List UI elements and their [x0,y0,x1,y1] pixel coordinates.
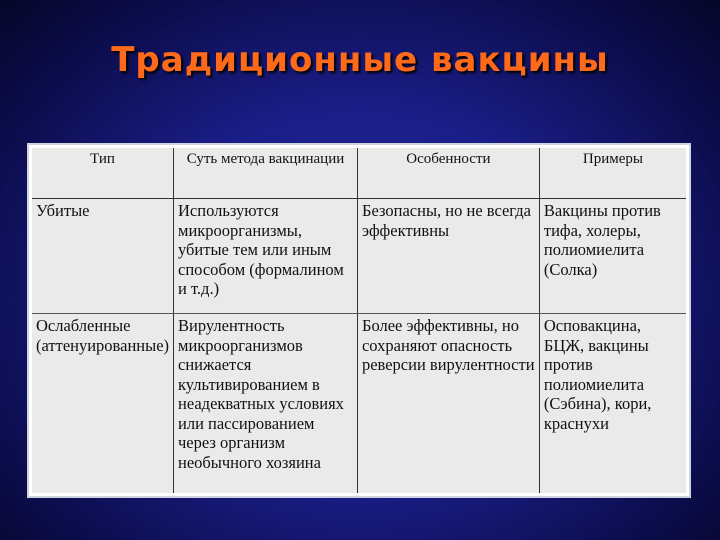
cell-method: Вирулентность микроорганизмов снижается культивированием в неадекватных условиях или пассированием через организм необычного хозяина [174,314,358,494]
cell-type: Убитые [32,199,174,314]
table-row [32,199,686,314]
vaccine-table [32,148,686,493]
slide-title: Традиционные вакцины [111,40,609,80]
header-type: Тип [32,148,174,199]
header-method: Суть метода вакцинации [174,148,358,199]
vaccine-table-frame [27,143,691,498]
cell-examples: Вакцины против тифа, холеры, полиомиелита (Солка) [539,199,686,314]
cell-features: Более эффективны, но сохраняют опасность реверсии вирулентности [357,314,539,494]
cell-features: Безопасны, но не всегда эффективны [357,199,539,314]
cell-method: Используются микроорганизмы, убитые тем или иным способом (формалином и т.д.) [174,199,358,314]
header-features: Особенности [357,148,539,199]
header-examples: Примеры [539,148,686,199]
table-header-row [32,148,686,199]
cell-type: Ослабленные (аттенуированные) [32,314,174,494]
cell-examples: Осповакцина, БЦЖ, вакцины против полиомиелита (Сэбина), кори, краснухи [543,316,652,433]
table-row [32,314,686,494]
